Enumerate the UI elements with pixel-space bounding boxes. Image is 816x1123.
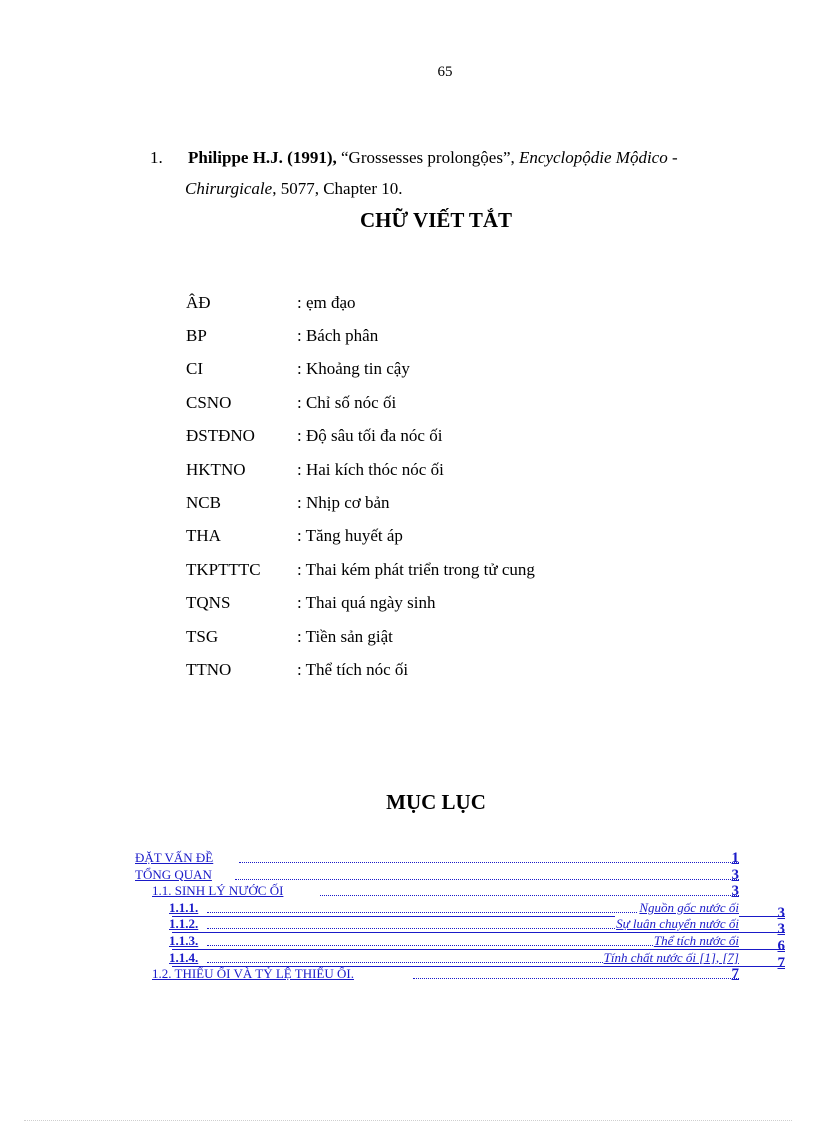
abbr-row (186, 286, 535, 319)
reference-journal-2: Chirurgicale (185, 179, 273, 198)
reference-line-2 (150, 173, 770, 204)
abbr-row (186, 353, 535, 386)
abbr-row (186, 520, 535, 553)
toc-entry-title[interactable]: Tính chất nước ối [1], [7] (603, 949, 739, 965)
toc-entry-label[interactable]: ĐẶT VẤN ĐỀ (135, 850, 214, 865)
toc-page-number[interactable]: 7 (777, 954, 785, 971)
abbr-key: ÂĐ (186, 292, 211, 312)
abbr-key: ĐSTĐNO (186, 426, 255, 446)
toc-leader-dots (239, 850, 739, 863)
abbr-key: CI (186, 359, 203, 379)
toc-entry[interactable] (135, 949, 785, 971)
toc-heading: MỤC LỤC (386, 790, 486, 814)
toc-entry-title[interactable]: Thể tích nước ối (653, 932, 739, 948)
toc-entry[interactable] (135, 916, 785, 938)
abbr-key: BP (186, 326, 207, 346)
abbr-row (186, 453, 535, 486)
abbr-key: TKPTTTC (186, 559, 261, 579)
toc-entry-label[interactable]: 1.1.4. (169, 949, 199, 965)
toc-page-number[interactable]: 3 (731, 883, 739, 900)
abbr-key: CSNO (186, 392, 232, 412)
toc-entry[interactable] (135, 883, 785, 900)
page-bottom-divider (24, 1120, 792, 1121)
abbreviations-list (186, 286, 535, 687)
toc-entry-label[interactable]: 1.1.1. (169, 899, 199, 915)
abbr-value: : Nhịp cơ bản (297, 493, 390, 513)
abbr-row (186, 319, 535, 352)
toc-entry-title[interactable]: Nguồn gốc nước ối (639, 899, 739, 915)
toc-entry-title[interactable]: Sự luân chuyển nước ối (616, 916, 739, 932)
abbr-value: : Thể tích nóc ối (297, 659, 409, 679)
abbr-value: : Hai kích thóc nóc ối (297, 459, 444, 479)
abbr-value: : Chỉ số nóc ối (297, 392, 397, 412)
abbr-row (186, 587, 535, 620)
abbr-value: : Thai kém phát triển trong tử cung (297, 559, 535, 579)
abbr-value: : Độ sâu tối đa nóc ối (297, 426, 443, 446)
toc-entry[interactable] (135, 867, 785, 884)
abbr-row (186, 486, 535, 519)
toc-page-number[interactable]: 1 (731, 850, 739, 866)
reference-entry (150, 142, 770, 204)
abbr-row (186, 420, 535, 453)
toc-entry-label[interactable]: 1.1.3. (169, 932, 199, 948)
abbr-value: : Tăng huyết áp (297, 526, 403, 546)
abbr-value: : Thai quá ngày sinh (297, 593, 436, 613)
reference-number: 1. (150, 148, 163, 167)
toc-page-number[interactable]: 3 (777, 921, 785, 938)
toc-entry[interactable] (135, 966, 785, 983)
toc-entry-label[interactable]: 1.1. SINH LÝ NƯỚC ỐI (152, 883, 284, 899)
abbr-value: : ẹm đạo (297, 292, 356, 312)
toc-entry-label[interactable]: TỔNG QUAN (135, 866, 212, 882)
abbr-row (186, 653, 535, 686)
reference-title: “Grossesses prolongộes”, (341, 148, 520, 167)
page-number: 65 (437, 64, 453, 80)
toc-leader-dots (413, 966, 739, 979)
table-of-contents (135, 850, 785, 983)
toc-page-number[interactable]: 3 (731, 866, 739, 883)
abbr-row (186, 386, 535, 419)
toc-entry[interactable] (135, 899, 785, 921)
toc-leader-dots (320, 883, 739, 896)
abbreviations-heading: CHỮ VIẾT TẮT (359, 208, 513, 232)
reference-journal-1: Encyclopộdie Mộdico - (519, 148, 678, 167)
toc-page-number[interactable]: 7 (731, 966, 739, 983)
abbr-value: : Khoảng tin cậy (297, 359, 410, 379)
abbr-value: : Bách phân (297, 326, 379, 346)
abbr-row (186, 620, 535, 653)
toc-page-number[interactable]: 3 (777, 904, 785, 921)
abbr-key: NCB (186, 493, 221, 513)
reference-authors: Philippe H.J. (1991), (188, 148, 342, 167)
abbr-key: HKTNO (186, 459, 246, 479)
abbr-key: TSG (186, 626, 219, 646)
abbr-key: THA (186, 526, 221, 546)
abbr-key: TQNS (186, 593, 231, 613)
abbr-row (186, 553, 535, 586)
toc-entry-label[interactable]: 1.1.2. (169, 916, 199, 932)
toc-page-number[interactable]: 6 (777, 937, 785, 954)
toc-entry[interactable] (135, 850, 785, 867)
reference-rest: , 5077, Chapter 10. (272, 179, 403, 198)
abbr-key: TTNO (186, 659, 232, 679)
abbr-value: : Tiền sản giật (297, 626, 393, 646)
toc-leader-dots (235, 867, 739, 880)
toc-entry[interactable] (135, 932, 785, 954)
reference-line-1 (150, 142, 770, 173)
toc-entry-label[interactable]: 1.2. THIỂU ỐI VÀ TỶ LỆ THIỂU ỐI. (152, 966, 354, 982)
